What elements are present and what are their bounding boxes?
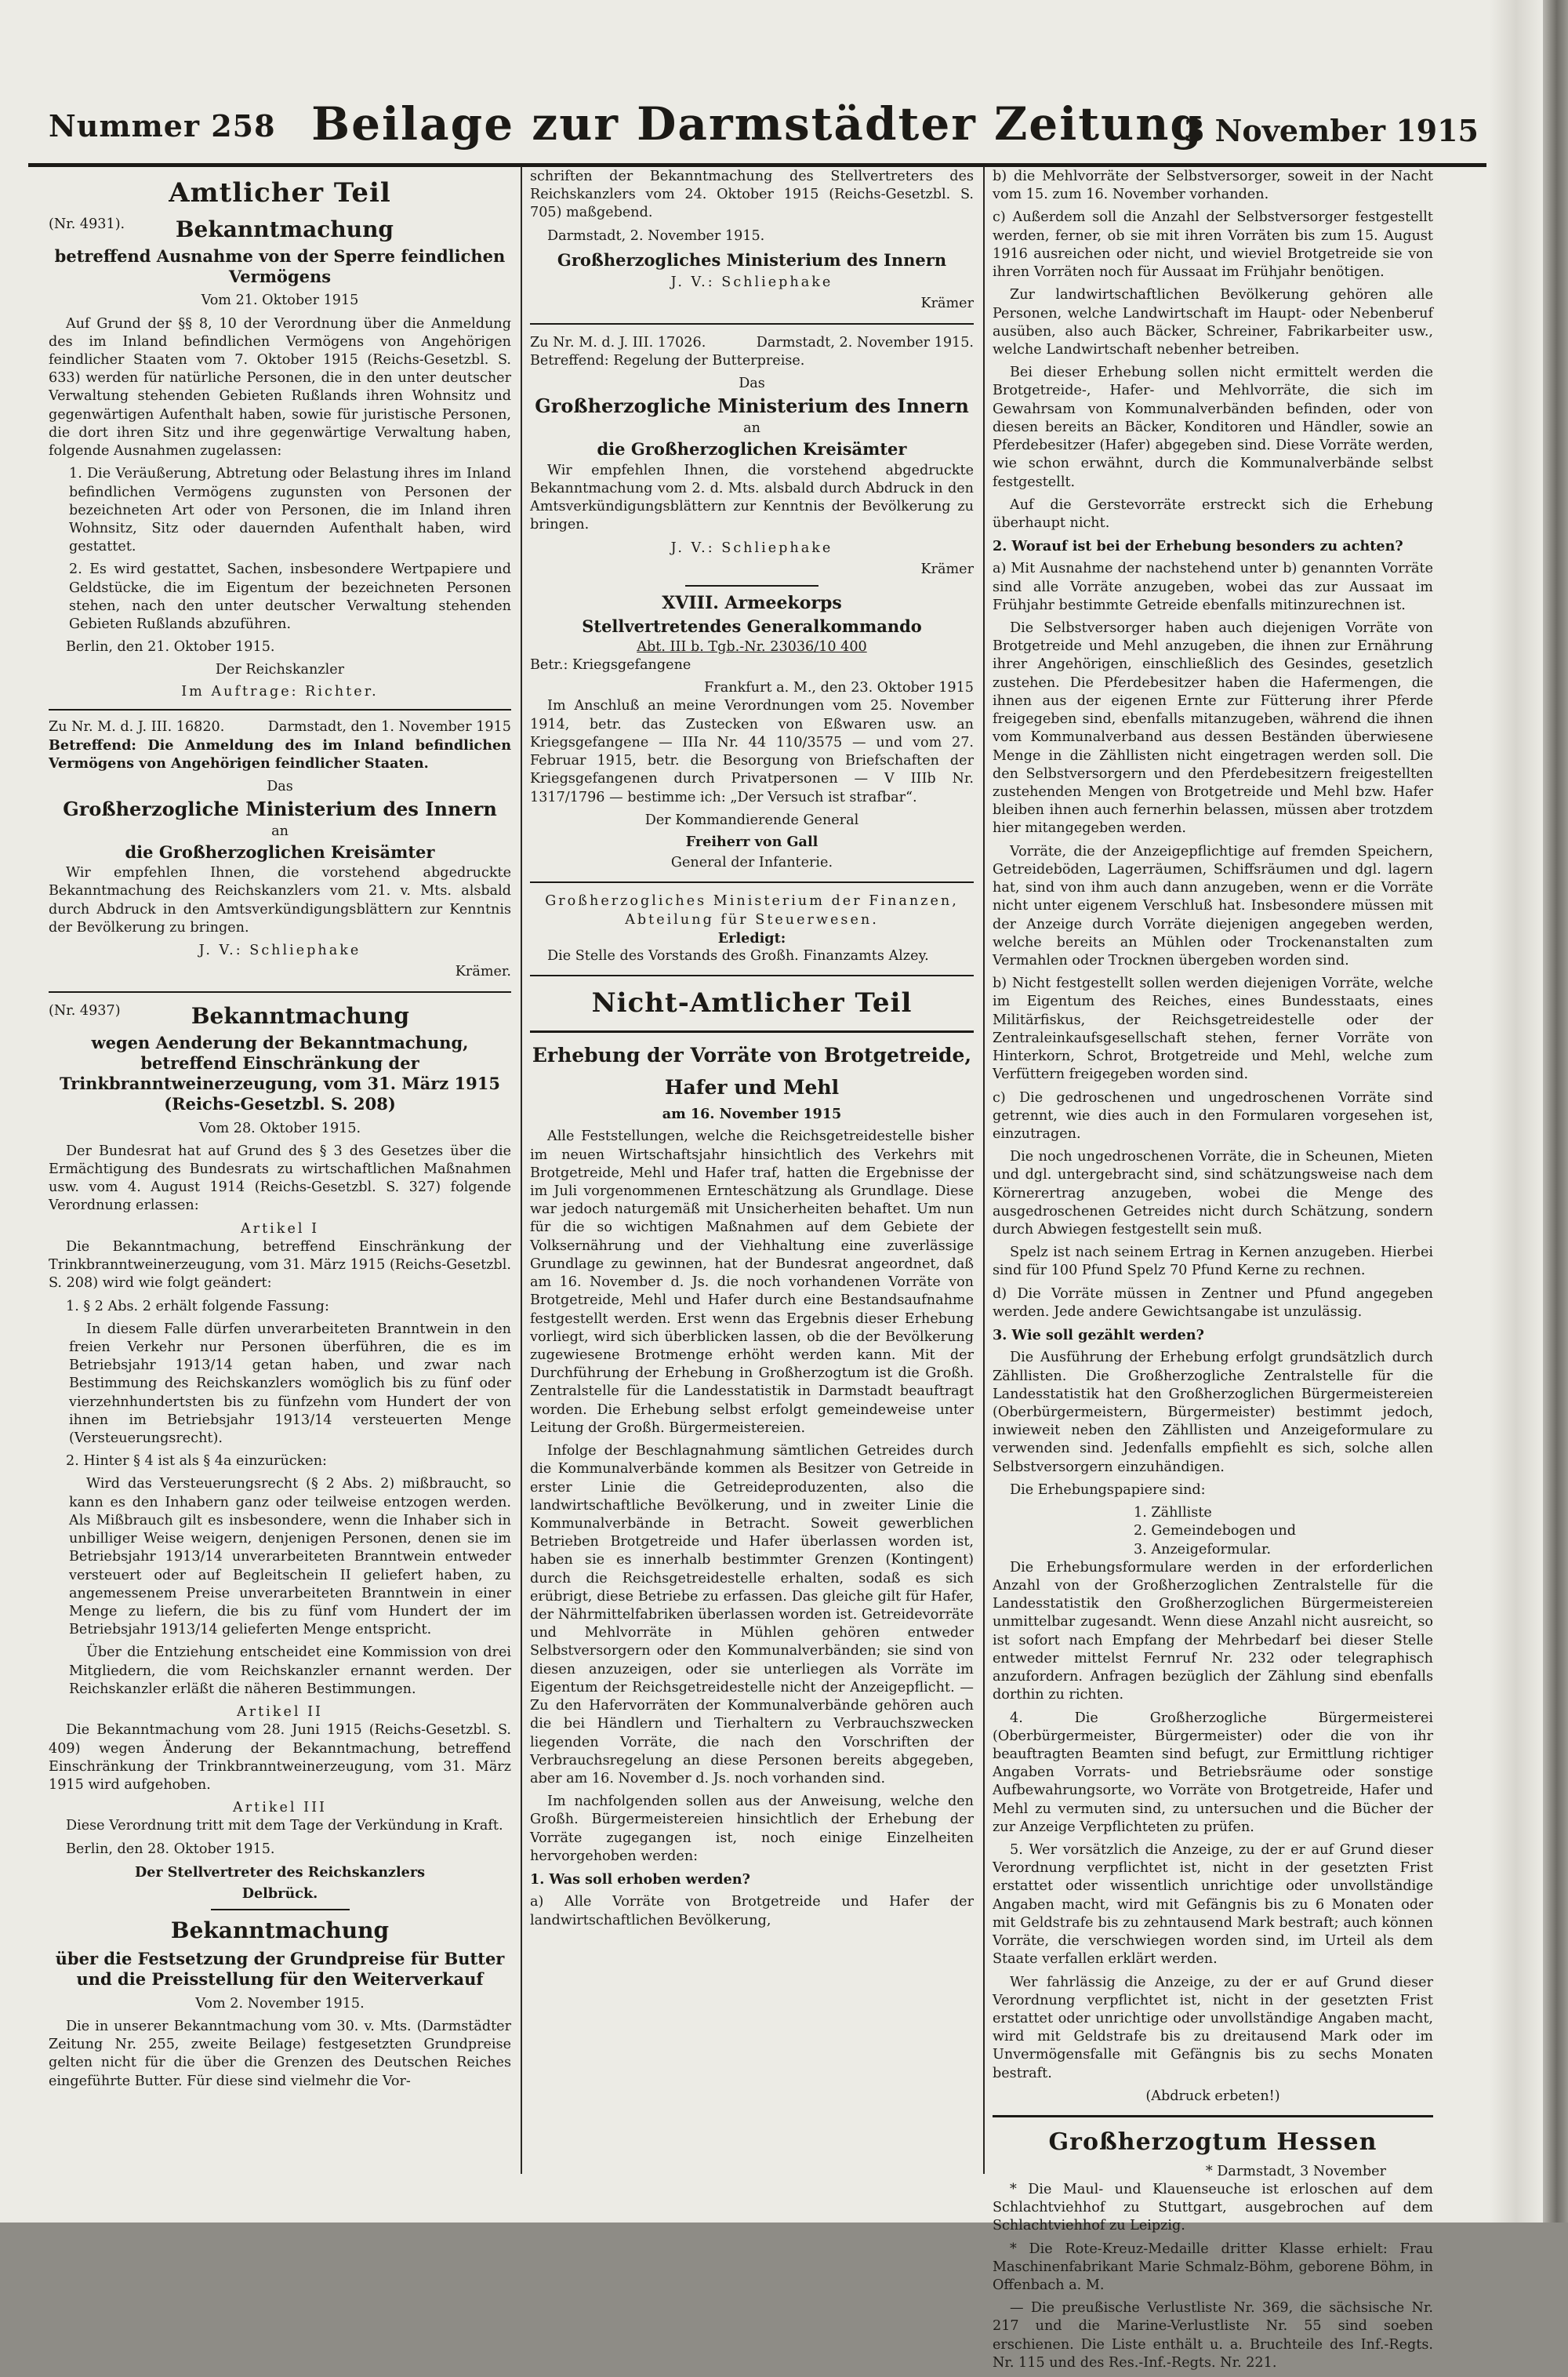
divider [993, 2115, 1433, 2117]
place-date: Frankfurt a. M., den 23. Oktober 1915 [704, 680, 974, 696]
column-rule [983, 166, 985, 2174]
reference: Zu Nr. M. d. J. III. 16820. [49, 718, 225, 735]
divider [211, 1909, 350, 1910]
papers-list [993, 1504, 1433, 1559]
signature: Der Reichskanzler [215, 662, 345, 678]
paragraph: Die noch ungedroschenen Vorräte, die in Scheunen, Mieten und dgl. untergebracht sind, sind schätzungsweise nach dem Körnerertrag anzugeben, wobei die Menge des ausgedroschenen Getreides nicht durch Schätzung, sondern durch Abwiegen festgestellt sein muß. [993, 1149, 1433, 1238]
article-heading: Artikel III [233, 1800, 327, 1816]
issue-date: 3 November 1915 [1184, 113, 1479, 148]
signature: Im Auftrage: Richter. [181, 683, 379, 700]
article-heading: Artikel II [236, 1704, 323, 1721]
dateline: * Darmstadt, 3 November [1205, 2163, 1386, 2179]
section-heading: Nicht-Amtlicher Teil [591, 987, 913, 1019]
news-item: * Die Rote-Kreuz-Medaille dritter Klasse erhielt: Frau Maschinenfabrikant Marie Schmalz-Böhm, geborene Böhm, in Offenbach a. M. [993, 2241, 1433, 2293]
article-date: am 16. November 1915 [662, 1106, 842, 1123]
paragraph: Der Bundesrat hat auf Grund des § 3 des Gesetzes über die Ermächtigung des Bundesrats zu wirtschaftlichen Maßnahmen usw. vom 4. August 1914 (Reichs-Gesetzbl. S. 327) folgende Verordnung erlassen: [49, 1143, 511, 1214]
paragraph: Zur landwirtschaftlichen Bevölkerung gehören alle Personen, welche Landwirtschaft im Haupt- oder Nebenberuf ausüben, also auch Bäcker, Schreiner, Fabrikarbeiter usw., welche Landwirtschaft nebenher betreiben. [993, 287, 1433, 358]
ministry: Großherzogliches Ministerium der Finanzen, Abteilung für Steuerwesen. [545, 893, 959, 928]
issue-number: Nummer 258 [49, 108, 276, 144]
paragraph: Die Bekanntmachung vom 28. Juni 1915 (Reichs-Gesetzbl. S. 409) wegen Änderung der Bekanntmachung, betreffend Einschränkung der Trinkbranntweinerzeugung, vom 31. März 1915 wird aufgehoben. [49, 1722, 511, 1793]
page-edge [1490, 0, 1543, 2223]
ministry: Großherzogliche Ministerium des Innern [63, 797, 497, 820]
label: Das [739, 376, 765, 391]
recipient: die Großherzoglichen Kreisämter [125, 842, 435, 863]
list-item: 3. Anzeigeformular. [1134, 1541, 1272, 1557]
list-item: c) Die gedroschenen und ungedroschenen Vorräte sind getrennt, wie dies auch in den Formularen vorgesehen ist, einzutragen. [993, 1089, 1433, 1142]
paragraph: Wir empfehlen Ihnen, die vorstehend abgedruckte Bekanntmachung des Reichskanzlers vom 21. v. Mts. alsbald durch Abdruck in den Amtsverkündigungsblättern zur Kenntnis der Bevölkerung zu bringen. [49, 865, 511, 936]
section-heading: Amtlicher Teil [169, 177, 391, 209]
signature: Der Kommandierende General [644, 812, 859, 828]
paragraph: Im nachfolgenden sollen aus der Anweisung, welche den Großh. Bürgermeistereien hinsichtlich der Erhebung der Vorräte zugegangen ist, noch einige Einzelheiten hervorgehoben werden: [530, 1794, 974, 1864]
divider [685, 585, 818, 587]
list-item: d) Die Vorräte müssen in Zentner und Pfund angegeben werden. Jede andere Gewichtsangabe ist unzulässig. [993, 1285, 1433, 1320]
list-item: b) Nicht festgestellt sollen werden diejenigen Vorräte, welche im Eigentum des Reiches, eines Bundesstaats, eines Militärfiskus, der Reichsgetreidestelle oder der Zentraleinkaufsgesellschaft stehen, ferner Vorräte von Hinterkorn, Schrot, Brotgetreide und Mehl, welche zum Verfüttern freigegeben worden sind. [993, 976, 1433, 1083]
paragraph: Vorräte, die der Anzeigepflichtige auf fremden Speichern, Getreideböden, Lagerräumen, Schiffsräumen und dgl. lagern hat, sind von ihm auch dann anzugeben, wenn er die Vorräte nicht unter eigenem Verschluß hat. Insbesondere müssen mit der Anzeige durch Vorräte diejenigen angegeben werden, welche bereits an Mühlen oder Trockenanstalten zum Vermahlen oder Trocknen übergeben worden sind. [993, 843, 1433, 969]
label: an [743, 420, 760, 437]
divider [530, 323, 974, 325]
notice-subheading: betreffend Ausnahme von der Sperre feindlichen Vermögens [54, 245, 506, 287]
ministry: Großherzogliches Ministerium des Innern [557, 249, 947, 270]
paragraph: Diese Verordnung tritt mit dem Tage der Verkündung in Kraft. [66, 1818, 503, 1834]
paragraph: Im Anschluß an meine Verordnungen vom 25. November 1914, betr. das Zustecken von Eßwaren usw. an Kriegsgefangene — IIIa Nr. 44 110/3575 — und vom 27. Februar 1915, betr. die Besorgung von Briefschaften der Kriegsgefangenen durch Privatpersonen — V IIIb Nr. 1317/1796 — bestimme ich: „Der Versuch ist strafbar“. [530, 698, 974, 805]
paragraph: Die Bekanntmachung, betreffend Einschränkung der Trinkbranntweinerzeugung, vom 31. März 1915 (Reichs-Gesetzbl. S. 208) wird wie folgt geändert: [49, 1238, 511, 1292]
column-2 [530, 168, 974, 1935]
signature: Freiherr von Gall [685, 833, 818, 850]
book-binding [1543, 0, 1568, 2223]
label: Erledigt: [717, 929, 786, 947]
notice-date: Vom 28. Oktober 1915. [198, 1120, 361, 1136]
reprint-note: (Abdruck erbeten!) [1145, 2088, 1280, 2104]
newspaper-title: Beilage zur Darmstädter Zeitung [311, 97, 1203, 151]
divider [49, 991, 511, 993]
divider [530, 975, 974, 976]
notice-number: (Nr. 4931). [49, 216, 125, 232]
notice-number: (Nr. 4937) [49, 1002, 121, 1019]
article-heading: Hafer und Mehl [664, 1076, 840, 1099]
list-item: c) Außerdem soll die Anzahl der Selbstversorger festgestellt werden, ferner, ob sie mit ihren Vorräten bis zum 15. August 1916 ausreichen oder nicht, und wieviel Brotgetreide sie von ihren Vorräten noch für Aussaat im Frühjahr benötigen. [993, 209, 1433, 281]
paragraph: 5. Wer vorsätzlich die Anzeige, zu der er auf Grund dieser Verordnung verpflichtet ist, nicht in der gesetzten Frist erstattet oder wissentlich unrichtige oder unvollständige Angaben macht, wird mit Gefängnis bis zu 6 Monaten oder mit Geldstrafe bis zu zehntausend Mark bestraft; auch können Vorräte, die verschwiegen worden sind, im Urteil als dem Staate verfallen erklärt werden. [993, 1842, 1433, 1968]
paragraph: Die Erhebungsformulare werden in der erforderlichen Anzahl von der Großherzoglichen Zentralstelle für die Landesstatistik den Großherzoglichen Bürgermeistereien unmittelbar zugesandt. Wenn diese Anzahl nicht ausreicht, so ist sofort nach Empfang der Mehrbedarf bei dieser Stelle entweder mittelst Fernruf Nr. 232 oder telegraphisch anzufordern. Anfragen bezüglich der Zählung sind ebenfalls dorthin zu richten. [993, 1559, 1433, 1703]
place-date: Berlin, den 21. Oktober 1915. [66, 639, 275, 656]
article-heading: Erhebung der Vorräte von Brotgetreide, [532, 1044, 972, 1067]
quote: Über die Entziehung entscheidet eine Kommission von drei Mitgliedern, die vom Reichskanzler ernannt werden. Der Reichskanzler erläßt die näheren Bestimmungen. [69, 1645, 511, 1697]
paragraph: Die Erhebungspapiere sind: [1010, 1481, 1206, 1498]
signature: Delbrück. [241, 1885, 318, 1903]
list-item: b) die Mehlvorräte der Selbstversorger, soweit in der Nacht vom 15. zum 16. November vorhanden. [993, 169, 1433, 203]
ministry: Großherzogliche Ministerium des Innern [535, 394, 969, 418]
paragraph: 2. Hinter § 4 ist als § 4a einzurücken: [66, 1453, 327, 1470]
quote: In diesem Falle dürfen unverarbeiteten Branntwein in den freien Verkehr nur Personen überführen, die es im Betriebsjahr 1913/14 getan haben, und zwar nach Bestimmung des Reichskanzlers womöglich bis zu fünf oder vierzehnhundertsten bis zu fünfzehn vom Hundert der von ihnen im Betriebsjahr 1913/14 versteuerten Menge (Versteuerungsrecht). [69, 1321, 511, 1447]
reference-line [49, 718, 511, 736]
section-heading: Großherzogtum Hessen [1048, 2128, 1377, 2157]
notice-header [49, 1002, 511, 1031]
paragraph: schriften der Bekanntmachung des Stellvertreters des Reichskanzlers vom 24. Oktober 1915 (Reichs-Gesetzbl. S. 705) maßgebend. [530, 169, 974, 221]
signature: Krämer [920, 296, 974, 312]
recipient: die Großherzoglichen Kreisämter [597, 439, 907, 460]
signature: Der Stellvertreter des Reichskanzlers [134, 1863, 426, 1881]
department-ref: Abt. III b. Tgb.-Nr. 23036/10 400 [637, 638, 867, 655]
signature: Krämer. [455, 964, 511, 980]
divider [49, 709, 511, 711]
paragraph: 1. § 2 Abs. 2 erhält folgende Fassung: [66, 1298, 329, 1314]
notice-heading: Bekanntmachung [170, 1917, 390, 1944]
signature: General der Infanterie. [670, 855, 833, 871]
notice-subheading: über die Festsetzung der Grundpreise für Butter und die Preisstellung für den Weiterverkauf [55, 1949, 505, 1990]
paragraph: Bei dieser Erhebung sollen nicht ermittelt werden die Brotgetreide-, Hafer- und Mehlvorräte, die sich im Gewahrsam von Kommunalverbänden befinden, oder von diesen bereits an Bäcker, Konditoren und Händler, sowie an Pferdebesitzer (Hafer) abgegeben sind. Diese Vorräte werden, wie schon erwähnt, durch die Kommunalverbände selbst festgestellt. [993, 365, 1433, 490]
news-item: — Die preußische Verlustliste Nr. 369, die sächsische Nr. 217 und die Marine-Verlustliste Nr. 55 sind soeben erschienen. Die Liste enthält u. a. Bruchteile des Inf.-Regts. Nr. 115 und des Res.-Inf.-Regts. Nr. 221. [993, 2300, 1433, 2371]
paragraph: Wer fahrlässig die Anzeige, zu der er auf Grund dieser Verordnung verpflichtet ist, nicht in der gesetzten Frist erstattet oder unrichtige oder unvollständige Angaben macht, wird mit Geldstrafe bis zu dreitausend Mark oder im Unvermögensfalle mit Gefängnis bis zu sechs Monaten bestraft. [993, 1974, 1433, 2081]
quote: Wird das Versteuerungsrecht (§ 2 Abs. 2) mißbraucht, so kann es den Inhabern ganz oder teilweise entzogen werden. Als Mißbrauch gilt es insbesondere, wenn die Inhaber sich in unbilliger Weise weigern, denjenigen Personen, denen sie im Betriebsjahr 1913/14 unverarbeiteten Branntwein entweder versteuert oder auf Begleitschein II geliefert haben, zu angemessenem Preise unverarbeiteten Branntwein in einer Menge zu liefern, die bis zu fünf vom Hundert der im Betriebsjahr 1913/14 gelieferten Menge entspricht. [69, 1476, 511, 1638]
notice-date: Vom 2. November 1915. [195, 1995, 365, 2012]
paragraph: Die Stelle des Vorstands des Großh. Finanzamts Alzey. [547, 948, 929, 965]
paragraph: Wir empfehlen Ihnen, die vorstehend abgedruckte Bekanntmachung vom 2. d. Mts. alsbald durch Abdruck in den Amtsverkündigungsblättern zur Kenntnis der Bevölkerung zu bringen. [530, 462, 974, 533]
reference-line [530, 334, 974, 352]
paragraph: 4. Die Großherzogliche Bürgermeisterei (Oberbürgermeister, Bürgermeister) oder die von ihr beauftragten Beamten sind befugt, zur Ermittlung richtiger Angaben Vorrats- und Betriebsräume oder sonstige Aufbewahrungsorte, wo Vorräte von Brotgetreide, Hafer und Mehl zu vermuten sind, zu untersuchen und die Bücher der zur Anzeige Verpflichteten zu prüfen. [993, 1710, 1433, 1835]
command-heading: Stellvertretendes Generalkommando [582, 616, 922, 636]
reference: Zu Nr. M. d. J. III. 17026. [530, 334, 706, 351]
divider [530, 881, 974, 883]
place-date: Berlin, den 28. Oktober 1915. [66, 1841, 275, 1857]
paragraph: Auf die Gerstevorräte erstreckt sich die Erhebung überhaupt nicht. [993, 496, 1433, 531]
label: Das [267, 778, 293, 794]
place-date: Darmstadt, 2. November 1915. [547, 227, 765, 244]
label: an [271, 823, 289, 839]
question-heading: 1. Was soll erhoben werden? [530, 1871, 750, 1888]
subject: Betreffend: Regelung der Butterpreise. [530, 352, 805, 369]
reference-date: Darmstadt, 2. November 1915. [756, 334, 974, 351]
notice-heading: Bekanntmachung [191, 1002, 409, 1029]
list-item: 1. Die Veräußerung, Abtretung oder Belastung ihres im Inland befindlichen Vermögens zugunsten von Personen der bezeichneten Art oder von Personen, die im Inland ihren Wohnsitz, Sitz oder dauernden Aufenthalt haben, wird gestattet. [69, 466, 511, 555]
column-rule [521, 166, 522, 2174]
divider [530, 1030, 974, 1033]
paragraph: Die in unserer Bekanntmachung vom 30. v. Mts. (Darmstädter Zeitung Nr. 255, zweite Beilage) festgesetzten Grundpreise gelten nicht für die über die Grenzen des Deutschen Reiches eingeführte Butter. Für diese sind vielmehr die Vor- [49, 2018, 511, 2089]
paragraph: Auf Grund der §§ 8, 10 der Verordnung über die Anmeldung des im Inland befindlichen Vermögens von Angehörigen feindlicher Staaten vom 7. Oktober 1915 (Reichs-Gesetzbl. S. 633) werden für natürliche Personen, die in den unter deutscher Verwaltung stehenden Gebieten Rußlands ihren Wohnsitz und gegenwärtigen Aufenthalt haben, sowie für juristische Personen, die dort ihren Sitz und ihre gegenwärtige Verwaltung haben, folgende Ausnahmen zugelassen: [49, 315, 511, 460]
article-heading: Artikel I [240, 1220, 320, 1237]
corps-heading: XVIII. Armeekorps [662, 593, 842, 613]
list-item: 2. Gemeindebogen und [1134, 1523, 1296, 1539]
question-heading: 2. Worauf ist bei der Erhebung besonders zu achten? [993, 538, 1403, 555]
notice-subheading: wegen Aenderung der Bekanntmachung, betreffend Einschränkung der Trinkbranntweinerzeugung, vom 31. März 1915 (Reichs-Gesetzbl. S. 208) [60, 1032, 500, 1114]
paragraph: Die Selbstversorger haben auch diejenigen Vorräte von Brotgetreide und Mehl anzugeben, die ihnen zur Ernährung ihrer Angehörigen, einschließlich des Gesindes, gesetzlich zustehen. Die Pferdebesitzer haben die Hafermengen, die ihnen aus der eigenen Ernte zur Fütterung ihrer Pferde freigegeben sind, ebenfalls mitanzugeben, während die ihnen vom Kommunalverband aus dessen Beständen überwiesene Menge in die Zähllisten nicht eingetragen werden soll. Die den Selbstversorgern und den Pferdebesitzern freigestellten zustehenden Mengen von Brotgetreide und Mehl bzw. Hafer bleiben ihnen auch fernerhin belassen, müssen aber trotzdem hier mitangegeben werden. [993, 620, 1433, 837]
paragraph: Alle Feststellungen, welche die Reichsgetreidestelle bisher im neuen Wirtschaftsjahr hinsichtlich des Verkehrs mit Brotgetreide, Mehl und Hafer traf, hatten die Ergebnisse der im Juli vorgenommenen Ernteschätzung als Grundlage. Diese war jedoch naturgemäß mit Unsicherheiten behaftet. Um nun für die so wichtigen Maßnahmen auf dem Gebiete der Volksernährung und der Viehhaltung eine zuverlässige Grundlage zu gewinnen, hat der Bundesrat angeordnet, daß am 16. November d. Js. die noch vorhandenen Vorräte von Brotgetreide, Mehl und Hafer durch eine Bestandsaufnahme festgestellt werden. Erst wenn das Ergebnis dieser Erhebung vorliegt, wird sich überblicken lassen, ob die der Bevölkerung zugewiesene Brotmenge erhöht werden kann. Mit der Durchführung der Erhebung in Großherzogtum ist die Großh. Zentralstelle für die Landesstatistik in Darmstadt beauftragt worden. Die Erhebung selbst erfolgt gemeindeweise unter Leitung der Großh. Bürgermeistereien. [530, 1129, 974, 1436]
news-item: * Die Maul- und Klauenseuche ist erloschen auf dem Schlachtviehhof zu Stuttgart, ausgebrochen auf dem Schlachtviehhof zu Leipzig. [993, 2181, 1433, 2234]
paragraph: Spelz ist nach seinem Ertrag in Kernen anzugeben. Hierbei sind für 100 Pfund Spelz 70 Pfund Kerne zu rechnen. [993, 1245, 1433, 1279]
list-item: 1. Zählliste [1134, 1505, 1212, 1521]
list [49, 465, 511, 634]
subject: Betr.: Kriegsgefangene [530, 656, 691, 673]
signature: Krämer [920, 561, 974, 577]
question-heading: 3. Wie soll gezählt werden? [993, 1327, 1204, 1344]
column-1 [49, 168, 511, 2095]
notice-heading: Bekanntmachung [175, 216, 394, 242]
list-item: 2. Es wird gestattet, Sachen, insbesondere Wertpapiere und Geldstücke, die im Eigentum der bezeichneten Personen stehen, nach den unter deutscher Verwaltung stehenden Gebieten Rußlands abzuführen. [69, 562, 511, 633]
notice-date: Vom 21. Oktober 1915 [201, 293, 359, 309]
paragraph: Die Ausführung der Erhebung erfolgt grundsätzlich durch Zähllisten. Die Großherzogliche Zentralstelle für die Landesstatistik hat den Großherzoglichen Bürgermeistereien (Oberbürgermeistern, Bürgermeister) bestimmt jedoch, inwieweit neben den Zähllisten und Anzeigeformulare zu verwenden sind. Jedenfalls empfiehlt es sich, solche allen Selbstversorgern einzuhändigen. [993, 1350, 1433, 1475]
list-item: a) Alle Vorräte von Brotgetreide und Hafer der landwirtschaftlichen Bevölkerung, [530, 1894, 974, 1928]
reference-date: Darmstadt, den 1. November 1915 [267, 718, 511, 735]
list-item: a) Mit Ausnahme der nachstehend unter b) genannten Vorräte sind alle Vorräte anzugeben, wobei das zur Aussaat im Frühjahr bestimmte Getreide ebenfalls mitinzurechnen ist. [993, 561, 1433, 613]
column-3 [993, 168, 1433, 2377]
signature: J. V.: Schliephake [670, 540, 833, 556]
subject: Betreffend: Die Anmeldung des im Inland befindlichen Vermögens von Angehörigen feindlicher Staaten. [49, 737, 511, 772]
signature: J. V.: Schliephake [670, 274, 833, 291]
masthead [28, 93, 1486, 167]
paragraph: Infolge der Beschlagnahmung sämtlichen Getreides durch die Kommunalverbände kommen als Besitzer von Getreide in erster Linie die Getreideproduzenten, also die landwirtschaftliche Bevölkerung, und in zweiter Linie die Kommunalverbände in Betracht. Soweit gewerblichen Betrieben Brotgetreide und Hafer überlassen worden ist, haben sie es innerhalb bestimmter Grenzen (Kontingent) durch die Reichsgetreidestelle erhalten, sodaß es sich erübrigt, diese Betriebe zu erfassen. Das gleiche gilt für Hafer, der Nährmittelfabriken überlassen worden ist. Getreidevorräte und Mehlvorräte in Mühlen gehören entweder Selbstversorgern oder den Kommunalverbänden; sie sind von diesen anzuzeigen, oder sie unterliegen als Vorräte im Eigentum der Reichsgetreidestelle nicht der Anzeigepflicht. — Zu den Hafervorräten der Kommunalverbände gehören auch die bei Händlern und Tierhaltern zu Verbrauchszwecken liegenden Vorräte, die nach den Vorschriften der Verbrauchsregelung an diese Personen bereits abgegeben, aber am 16. November d. Js. noch vorhanden sind. [530, 1443, 974, 1786]
notice-header [49, 216, 511, 245]
signature: J. V.: Schliephake [198, 943, 361, 959]
